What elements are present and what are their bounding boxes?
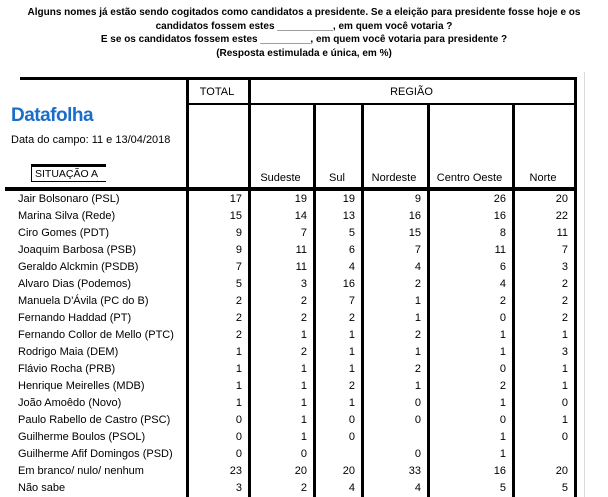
question-line-1: Alguns nomes já estão sendo cogitados como candidatos a presidente. Se a eleição para presidente fosse hoje e os	[27, 7, 581, 18]
value-cell: 1	[499, 345, 506, 358]
column-header-nordeste: Nordeste	[371, 172, 417, 184]
value-cell: 3	[561, 260, 568, 273]
value-cell: 2	[300, 345, 307, 358]
value-cell: 2	[499, 379, 506, 392]
value-cell: 1	[235, 345, 242, 358]
table-row	[0, 208, 608, 225]
value-cell: 0	[348, 430, 355, 443]
value-cell: 19	[294, 192, 307, 205]
value-cell: 6	[499, 260, 506, 273]
candidate-label: Marina Silva (Rede)	[18, 209, 116, 222]
value-cell: 0	[235, 413, 242, 426]
value-cell: 1	[300, 328, 307, 341]
value-cell: 4	[414, 481, 421, 494]
value-cell: 1	[235, 379, 242, 392]
value-cell: 7	[348, 294, 355, 307]
value-cell: 2	[300, 311, 307, 324]
value-cell: 20	[555, 192, 568, 205]
column-header-norte: Norte	[529, 172, 557, 184]
value-cell: 2	[348, 379, 355, 392]
value-cell: 2	[235, 328, 242, 341]
value-cell: 0	[348, 413, 355, 426]
value-cell: 1	[300, 413, 307, 426]
column-header-centro-oeste: Centro Oeste	[436, 172, 503, 184]
table-row	[0, 310, 608, 327]
value-cell: 1	[348, 396, 355, 409]
value-cell: 16	[493, 464, 506, 477]
table-row	[0, 225, 608, 242]
value-cell: 22	[555, 209, 568, 222]
table-row	[0, 361, 608, 378]
value-cell: 33	[408, 464, 421, 477]
value-cell: 0	[300, 447, 307, 460]
value-cell: 5	[348, 226, 355, 239]
datafolha-logo: Datafolha	[11, 105, 94, 126]
candidate-label: Não sabe	[18, 481, 66, 494]
table-row	[0, 344, 608, 361]
value-cell: 1	[414, 345, 421, 358]
candidate-label: João Amoêdo (Novo)	[18, 396, 122, 409]
candidate-label: Manuela D'Ávila (PC do B)	[18, 294, 149, 307]
candidate-label: Ciro Gomes (PDT)	[18, 226, 110, 239]
value-cell: 2	[300, 294, 307, 307]
value-cell: 20	[342, 464, 355, 477]
table-row	[0, 259, 608, 276]
value-cell: 1	[300, 430, 307, 443]
value-cell: 5	[499, 481, 506, 494]
value-cell: 2	[235, 311, 242, 324]
value-cell: 1	[300, 396, 307, 409]
value-cell: 1	[235, 396, 242, 409]
value-cell: 1	[348, 345, 355, 358]
value-cell: 2	[561, 311, 568, 324]
value-cell: 16	[408, 209, 421, 222]
question-line-4: (Resposta estimulada e única, em %)	[216, 47, 392, 59]
value-cell: 0	[499, 413, 506, 426]
candidate-label: Flávio Rocha (PRB)	[18, 362, 116, 375]
candidate-label: Alvaro Dias (Podemos)	[18, 277, 132, 290]
table-rows	[0, 191, 608, 497]
value-cell: 23	[229, 464, 242, 477]
value-cell: 16	[493, 209, 506, 222]
value-cell: 5	[235, 277, 242, 290]
value-cell: 0	[561, 396, 568, 409]
value-cell: 1	[348, 362, 355, 375]
value-cell: 0	[414, 396, 421, 409]
value-cell: 2	[414, 362, 421, 375]
table-row	[0, 412, 608, 429]
scenario-label: SITUAÇÃO A	[31, 164, 106, 182]
question-line-2: candidatos fossem estes __________, em quem você votaria ?	[155, 20, 453, 32]
value-cell: 7	[414, 243, 421, 256]
value-cell: 0	[235, 430, 242, 443]
value-cell	[512, 446, 574, 463]
table-row	[0, 463, 608, 480]
table-row	[0, 429, 608, 446]
field-date-label: Data do campo: 11 e 13/04/2018	[11, 134, 171, 146]
candidate-label: Guilherme Afif Domingos (PSD)	[18, 447, 173, 460]
value-cell: 3	[561, 345, 568, 358]
value-cell: 2	[235, 294, 242, 307]
value-cell: 11	[295, 243, 307, 256]
value-cell: 14	[294, 209, 307, 222]
value-cell: 7	[235, 260, 242, 273]
value-cell: 1	[499, 328, 506, 341]
value-cell: 2	[561, 277, 568, 290]
value-cell: 9	[235, 243, 242, 256]
value-cell: 7	[300, 226, 307, 239]
value-cell: 4	[499, 277, 506, 290]
value-cell: 4	[348, 260, 355, 273]
value-cell: 1	[300, 362, 307, 375]
candidate-label: Rodrigo Maia (DEM)	[18, 345, 119, 358]
value-cell: 1	[561, 362, 568, 375]
column-header-sudeste: Sudeste	[260, 172, 301, 184]
value-cell: 9	[414, 192, 421, 205]
value-cell: 6	[348, 243, 355, 256]
value-cell: 11	[295, 260, 307, 273]
value-cell: 1	[499, 396, 506, 409]
value-cell: 8	[499, 226, 506, 239]
column-header-sul: Sul	[329, 172, 345, 184]
table-row	[0, 191, 608, 208]
value-cell: 3	[300, 277, 307, 290]
value-cell: 16	[342, 277, 355, 290]
value-cell: 1	[235, 362, 242, 375]
value-cell: 1	[414, 294, 421, 307]
candidate-label: Geraldo Alckmin (PSDB)	[18, 260, 139, 273]
value-cell: 1	[300, 379, 307, 392]
total-column-header: TOTAL	[199, 86, 235, 98]
value-cell: 1	[414, 379, 421, 392]
value-cell: 26	[493, 192, 506, 205]
value-cell: 0	[235, 447, 242, 460]
table-top-border	[20, 77, 576, 80]
candidate-label: Fernando Collor de Mello (PTC)	[18, 328, 174, 341]
value-cell: 20	[555, 464, 568, 477]
value-cell: 1	[499, 447, 506, 460]
table-row	[0, 480, 608, 497]
candidate-label: Henrique Meirelles (MDB)	[18, 379, 145, 392]
value-cell: 1	[414, 311, 421, 324]
value-cell: 4	[414, 260, 421, 273]
value-cell: 1	[561, 328, 568, 341]
value-cell: 1	[348, 328, 355, 341]
table-row	[0, 446, 608, 463]
value-cell: 0	[414, 413, 421, 426]
value-cell: 2	[561, 294, 568, 307]
value-cell: 15	[408, 226, 421, 239]
header-group-underline	[186, 103, 576, 105]
value-cell: 4	[348, 481, 355, 494]
value-cell: 2	[414, 277, 421, 290]
value-cell: 1	[561, 413, 568, 426]
question-line-3: E se os candidatos fossem estes _________, em quem você votaria para presidente ?	[100, 34, 508, 46]
candidate-label: Jair Bolsonaro (PSL)	[18, 192, 120, 205]
value-cell: 11	[494, 243, 506, 256]
value-cell: 7	[561, 243, 568, 256]
value-cell: 2	[300, 481, 307, 494]
value-cell: 13	[342, 209, 355, 222]
table-row	[0, 327, 608, 344]
value-cell: 2	[414, 328, 421, 341]
candidate-label: Guilherme Boulos (PSOL)	[18, 430, 146, 443]
value-cell: 5	[561, 481, 568, 494]
value-cell	[313, 446, 361, 463]
candidate-label: Paulo Rabello de Castro (PSC)	[18, 413, 171, 426]
table-row	[0, 293, 608, 310]
value-cell: 1	[561, 379, 568, 392]
value-cell: 3	[235, 481, 242, 494]
survey-question-block	[0, 6, 608, 60]
value-cell: 20	[294, 464, 307, 477]
value-cell: 15	[229, 209, 242, 222]
value-cell: 19	[342, 192, 355, 205]
candidate-label: Joaquim Barbosa (PSB)	[18, 243, 136, 256]
value-cell	[361, 429, 427, 446]
table-row	[0, 395, 608, 412]
value-cell: 0	[561, 430, 568, 443]
candidate-label: Fernando Haddad (PT)	[18, 311, 132, 324]
table-row	[0, 242, 608, 259]
value-cell: 0	[499, 362, 506, 375]
value-cell: 17	[229, 192, 242, 205]
candidate-label: Em branco/ nulo/ nenhum	[18, 464, 144, 477]
value-cell: 9	[235, 226, 242, 239]
value-cell: 0	[414, 447, 421, 460]
region-group-header: REGIÃO	[390, 86, 433, 98]
value-cell: 0	[499, 311, 506, 324]
value-cell: 11	[556, 226, 568, 239]
value-cell: 2	[499, 294, 506, 307]
value-cell: 2	[348, 311, 355, 324]
table-row	[0, 378, 608, 395]
value-cell: 1	[499, 430, 506, 443]
table-row	[0, 276, 608, 293]
